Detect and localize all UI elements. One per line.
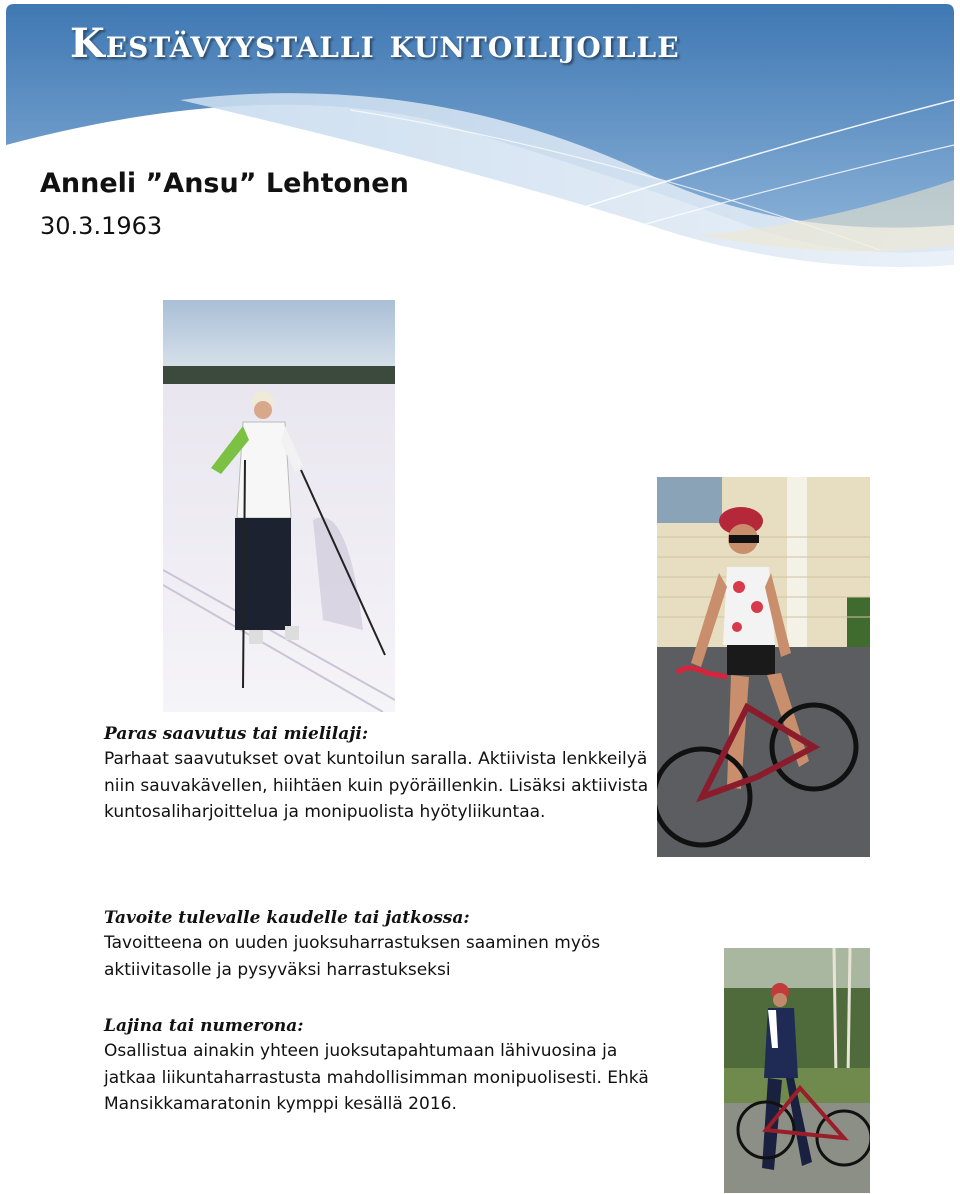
athlete-birth-date: 30.3.1963 — [40, 212, 163, 240]
section-event-or-number — [104, 1014, 664, 1118]
section-body: Osallistua ainakin yhteen juoksutapahtumaan lähivuosina ja jatkaa liikuntaharrastusta mahdollisimman monipuolisesti. Ehkä Mansikkamaratonin kymppi kesällä 2016. — [104, 1041, 649, 1114]
section-heading: Lajina tai numerona: — [104, 1016, 304, 1036]
section-body: Parhaat saavutukset ovat kuntoilun saralla. Aktiivista lenkkeilyä niin sauvakävellen, hiihtäen kuin pyöräillenkin. Lisäksi aktiivista kuntosaliharjoittelua ja monipuolista hyötyliikuntaa. — [104, 749, 649, 822]
section-heading: Tavoite tulevalle kaudelle tai jatkossa: — [104, 908, 470, 928]
athlete-name: Anneli ”Ansu” Lehtonen — [40, 168, 409, 199]
section-best-achievement — [104, 722, 664, 826]
skiing-photo — [163, 300, 395, 712]
section-body: Tavoitteena on uuden juoksuharrastuksen saaminen myös aktiivitasolle ja pysyväksi harrastukseksi — [104, 933, 601, 980]
cycling-photo — [657, 477, 870, 857]
cycling-forest-photo — [724, 948, 870, 1193]
section-heading: Paras saavutus tai mielilaji: — [104, 724, 369, 744]
section-goal — [104, 906, 664, 983]
page-title: Kestävyystalli kuntoilijoille — [70, 20, 680, 67]
